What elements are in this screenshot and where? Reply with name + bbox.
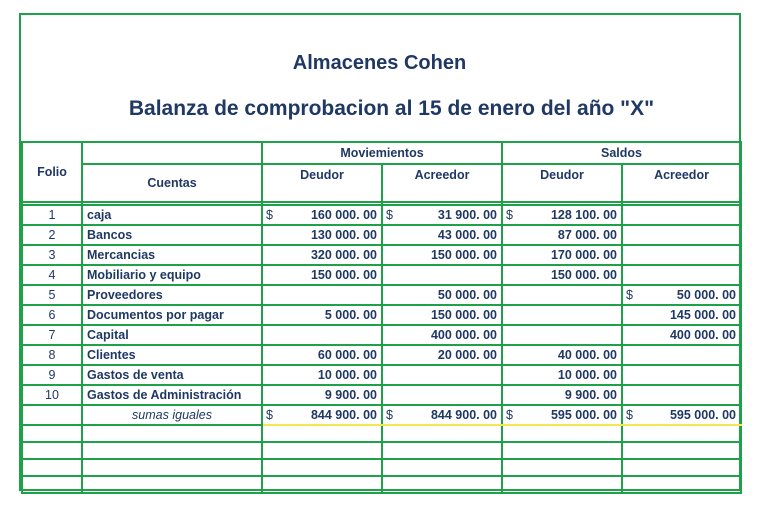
empty-cell bbox=[22, 425, 82, 442]
folio-cell: 4 bbox=[22, 265, 82, 285]
table-row bbox=[22, 325, 741, 345]
mov-deudor-value: 160 000. 00 bbox=[310, 208, 377, 222]
sal-acreedor-value: 50 000. 00 bbox=[676, 288, 737, 302]
mov-acreedor-cell bbox=[382, 265, 502, 285]
empty-cell bbox=[22, 459, 82, 476]
mov-deudor-value: 150 000. 00 bbox=[310, 268, 377, 282]
folio-cell: 8 bbox=[22, 345, 82, 365]
sal-deudor-cell bbox=[502, 305, 622, 325]
mov-deudor-value: 130 000. 00 bbox=[310, 228, 377, 242]
header-row-groups bbox=[22, 142, 741, 164]
folio-cell: 6 bbox=[22, 305, 82, 325]
mov-deudor-cell bbox=[262, 365, 382, 385]
table-row bbox=[22, 225, 741, 245]
mov-deudor-value: 320 000. 00 bbox=[310, 248, 377, 262]
mov-deudor-total-cell bbox=[262, 405, 382, 425]
account-name-cell: Gastos de venta bbox=[82, 365, 262, 385]
sal-deudor-value: 9 900. 00 bbox=[564, 388, 618, 402]
empty-cell bbox=[502, 442, 622, 459]
mov-deudor-cell bbox=[262, 285, 382, 305]
empty-cell bbox=[382, 442, 502, 459]
sal-deudor-cell bbox=[502, 245, 622, 265]
mov-deudor-cell bbox=[262, 385, 382, 405]
sal-acreedor-cell bbox=[622, 385, 741, 405]
folio-cell: 2 bbox=[22, 225, 82, 245]
mov-deudor-cell bbox=[262, 225, 382, 245]
mov-acreedor-cell bbox=[382, 385, 502, 405]
empty-cell bbox=[262, 459, 382, 476]
movimientos-header: Moviemientos bbox=[262, 142, 502, 164]
empty-cell bbox=[82, 425, 262, 442]
account-name-cell: Gastos de Administración bbox=[82, 385, 262, 405]
account-name-cell: Clientes bbox=[82, 345, 262, 365]
sal-deudor-total-cell bbox=[502, 405, 622, 425]
sal-deudor-cell bbox=[502, 325, 622, 345]
sal-acreedor-total-cell bbox=[622, 405, 741, 425]
sal-acreedor-cell bbox=[622, 225, 741, 245]
table-row bbox=[22, 205, 741, 225]
sal-deudor-value: 170 000. 00 bbox=[550, 248, 618, 262]
account-name-cell: Bancos bbox=[82, 225, 262, 245]
empty-cell bbox=[82, 476, 262, 493]
folio-cell: 7 bbox=[22, 325, 82, 345]
sal-deudor-cell bbox=[502, 365, 622, 385]
sal-acreedor-cell bbox=[622, 305, 741, 325]
account-name-cell: Proveedores bbox=[82, 285, 262, 305]
mov-acreedor-value: 43 000. 00 bbox=[437, 228, 498, 242]
totals-folio-cell bbox=[22, 405, 82, 425]
empty-cell bbox=[82, 459, 262, 476]
folio-cell: 3 bbox=[22, 245, 82, 265]
mov-acreedor-value: 31 900. 00 bbox=[437, 208, 498, 222]
empty-cell bbox=[622, 425, 741, 442]
mov-deudor-cell bbox=[262, 265, 382, 285]
sal-deudor-cell bbox=[502, 285, 622, 305]
sal-acreedor-cell bbox=[622, 265, 741, 285]
mov-acreedor-value: 20 000. 00 bbox=[437, 348, 498, 362]
mov-deudor-value: 60 000. 00 bbox=[317, 348, 377, 362]
empty-row bbox=[22, 459, 741, 476]
mov-acreedor-cell bbox=[382, 305, 502, 325]
header-row-columns bbox=[22, 164, 741, 202]
sal-deudor-cell bbox=[502, 345, 622, 365]
account-name-cell: Documentos por pagar bbox=[82, 305, 262, 325]
currency-symbol: $ bbox=[386, 208, 393, 222]
currency-symbol: $ bbox=[386, 408, 393, 422]
sal-deudor-cell bbox=[502, 205, 622, 225]
currency-symbol: $ bbox=[626, 408, 633, 422]
empty-cell bbox=[382, 459, 502, 476]
table-row bbox=[22, 305, 741, 325]
sal-deudor-total-value: 595 000. 00 bbox=[550, 408, 618, 422]
report-subtitle: Balanza de comprobacion al 15 de enero del año "X" bbox=[128, 97, 655, 120]
currency-symbol: $ bbox=[506, 208, 513, 222]
empty-cell bbox=[622, 442, 741, 459]
empty-cell bbox=[382, 476, 502, 493]
account-name-cell: Mercancias bbox=[82, 245, 262, 265]
empty-row bbox=[22, 442, 741, 459]
account-name-cell: Mobiliario y equipo bbox=[82, 265, 262, 285]
sal-acreedor-cell bbox=[622, 345, 741, 365]
mov-deudor-header: Deudor bbox=[262, 164, 382, 202]
empty-cell bbox=[622, 476, 741, 493]
empty-cell bbox=[262, 425, 382, 442]
sal-acreedor-header: Acreedor bbox=[622, 164, 741, 202]
sal-deudor-header: Deudor bbox=[502, 164, 622, 202]
sal-acreedor-cell bbox=[622, 285, 741, 305]
empty-cell bbox=[22, 476, 82, 493]
sal-acreedor-cell bbox=[622, 205, 741, 225]
mov-acreedor-cell bbox=[382, 365, 502, 385]
company-title: Almacenes Cohen bbox=[292, 52, 467, 74]
mov-acreedor-cell bbox=[382, 245, 502, 265]
sal-acreedor-value: 400 000. 00 bbox=[669, 328, 737, 342]
empty-row bbox=[22, 476, 741, 493]
sal-deudor-value: 128 100. 00 bbox=[550, 208, 618, 222]
table-row bbox=[22, 385, 741, 405]
empty-cell bbox=[502, 476, 622, 493]
totals-row bbox=[22, 405, 741, 425]
mov-deudor-cell bbox=[262, 305, 382, 325]
currency-symbol: $ bbox=[266, 408, 273, 422]
currency-symbol: $ bbox=[626, 288, 633, 302]
table-row bbox=[22, 265, 741, 285]
sal-deudor-value: 40 000. 00 bbox=[557, 348, 618, 362]
sal-deudor-cell bbox=[502, 265, 622, 285]
account-name-cell: Capital bbox=[82, 325, 262, 345]
folio-header: Folio bbox=[22, 142, 82, 202]
totals-label: sumas iguales bbox=[82, 405, 262, 425]
currency-symbol: $ bbox=[506, 408, 513, 422]
empty-cell bbox=[622, 459, 741, 476]
mov-acreedor-value: 400 000. 00 bbox=[430, 328, 498, 342]
folio-cell: 5 bbox=[22, 285, 82, 305]
folio-cell: 1 bbox=[22, 205, 82, 225]
account-name-cell: caja bbox=[82, 205, 262, 225]
mov-deudor-cell bbox=[262, 205, 382, 225]
folio-cell: 10 bbox=[22, 385, 82, 405]
folio-cell: 9 bbox=[22, 365, 82, 385]
table-row bbox=[22, 345, 741, 365]
empty-cell bbox=[82, 442, 262, 459]
empty-cell bbox=[502, 459, 622, 476]
saldos-header: Saldos bbox=[502, 142, 741, 164]
mov-acreedor-value: 150 000. 00 bbox=[430, 248, 498, 262]
sal-acreedor-cell bbox=[622, 245, 741, 265]
mov-deudor-value: 10 000. 00 bbox=[317, 368, 377, 382]
table-row bbox=[22, 285, 741, 305]
empty-cell bbox=[502, 425, 622, 442]
mov-acreedor-cell bbox=[382, 345, 502, 365]
trial-balance-table bbox=[21, 141, 742, 494]
sal-deudor-value: 150 000. 00 bbox=[550, 268, 618, 282]
mov-deudor-value: 9 900. 00 bbox=[324, 388, 377, 402]
mov-acreedor-value: 50 000. 00 bbox=[437, 288, 498, 302]
mov-acreedor-total-value: 844 900. 00 bbox=[430, 408, 498, 422]
mov-deudor-cell bbox=[262, 325, 382, 345]
mov-acreedor-cell bbox=[382, 225, 502, 245]
sal-acreedor-cell bbox=[622, 365, 741, 385]
mov-acreedor-cell bbox=[382, 205, 502, 225]
sal-deudor-cell bbox=[502, 225, 622, 245]
empty-cell bbox=[22, 442, 82, 459]
mov-acreedor-value: 150 000. 00 bbox=[430, 308, 498, 322]
table-row bbox=[22, 245, 741, 265]
sal-deudor-value: 10 000. 00 bbox=[557, 368, 618, 382]
cuentas-header: Cuentas bbox=[82, 164, 262, 202]
sal-acreedor-total-value: 595 000. 00 bbox=[669, 408, 737, 422]
sal-deudor-cell bbox=[502, 385, 622, 405]
empty-row bbox=[22, 425, 741, 442]
empty-cell bbox=[262, 442, 382, 459]
empty-cell bbox=[382, 425, 502, 442]
mov-acreedor-total-cell bbox=[382, 405, 502, 425]
sal-acreedor-value: 145 000. 00 bbox=[669, 308, 737, 322]
mov-acreedor-cell bbox=[382, 325, 502, 345]
empty-cell bbox=[262, 476, 382, 493]
currency-symbol: $ bbox=[266, 208, 273, 222]
mov-deudor-value: 5 000. 00 bbox=[324, 308, 377, 322]
table-row bbox=[22, 365, 741, 385]
header-blank-cell bbox=[82, 142, 262, 164]
sal-acreedor-cell bbox=[622, 325, 741, 345]
mov-deudor-cell bbox=[262, 245, 382, 265]
mov-acreedor-header: Acreedor bbox=[382, 164, 502, 202]
mov-deudor-cell bbox=[262, 345, 382, 365]
mov-deudor-total-value: 844 900. 00 bbox=[310, 408, 377, 422]
sal-deudor-value: 87 000. 00 bbox=[557, 228, 618, 242]
mov-acreedor-cell bbox=[382, 285, 502, 305]
